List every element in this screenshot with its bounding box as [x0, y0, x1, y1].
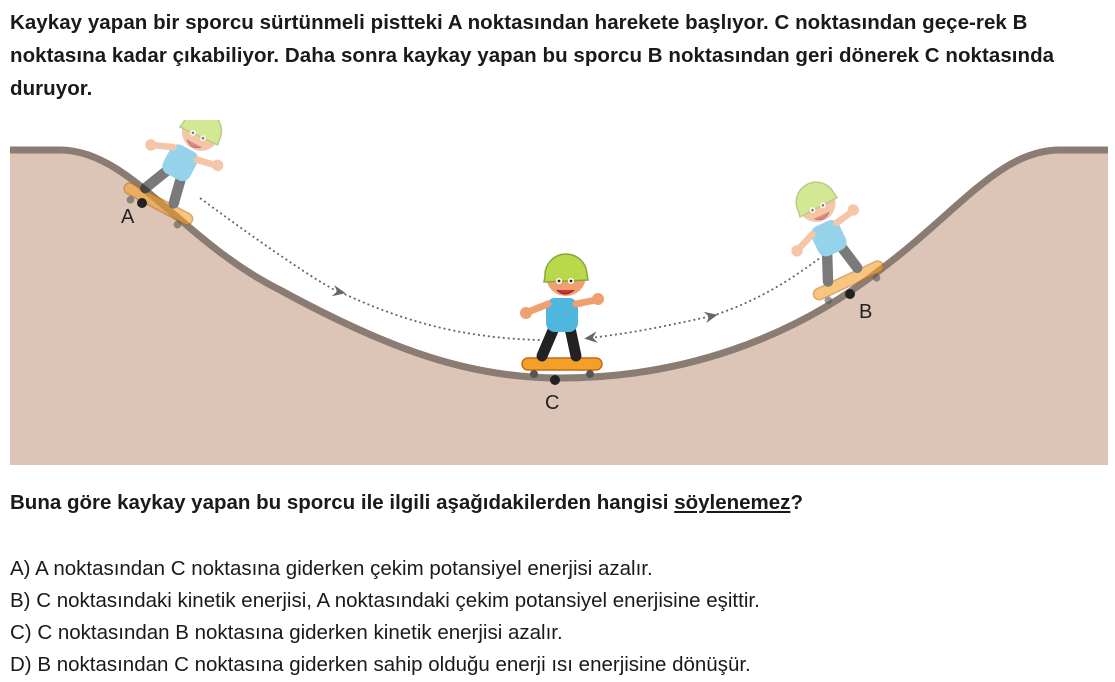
point-b-marker [845, 289, 855, 299]
option-text: A noktasından C noktasına giderken çekim potansiyel enerjisi azalır. [35, 557, 653, 580]
question-stem [10, 489, 803, 517]
skater-at-c [520, 254, 604, 378]
answer-options [10, 553, 760, 681]
option-letter: D) [10, 653, 32, 676]
option-a[interactable] [10, 553, 760, 585]
option-d[interactable] [10, 649, 760, 681]
point-b-label: B [859, 301, 873, 323]
option-text: C noktasından B noktasına giderken kinetik enerjisi azalır. [37, 621, 563, 644]
option-letter: B) [10, 589, 31, 612]
point-a-marker [137, 198, 147, 208]
point-c-marker [550, 375, 560, 385]
question-intro: Kaykay yapan bir sporcu sürtünmeli pistteki A noktasından harekete başlıyor. C noktasından geçe-rek B noktasına kadar çıkabiliyor. Daha sonra kaykay yapan bu sporcu B noktasından geri dönerek C noktasında duruyor. [10, 11, 1055, 100]
option-letter: A) [10, 557, 31, 580]
option-c[interactable] [10, 617, 760, 649]
halfpipe-figure [0, 120, 1115, 470]
option-b[interactable] [10, 585, 760, 617]
question-stem-underlined: söylenemez [674, 491, 791, 514]
option-letter: C) [10, 621, 32, 644]
motion-path-b-ascent [712, 258, 820, 316]
motion-path-c-to-b [590, 316, 712, 338]
option-text: C noktasındaki kinetik enerjisi, A noktasındaki çekim potansiyel enerjisine eşittir. [36, 589, 760, 612]
point-a-label: A [121, 206, 135, 228]
point-c-label: C [545, 392, 560, 414]
option-text: B noktasından C noktasına giderken sahip olduğu enerji ısı enerjisine dönüşür. [37, 653, 751, 676]
question-stem-after: ? [790, 491, 803, 514]
question-stem-before: Buna göre kaykay yapan bu sporcu ile ilgili aşağıdakilerden hangisi [10, 491, 675, 514]
